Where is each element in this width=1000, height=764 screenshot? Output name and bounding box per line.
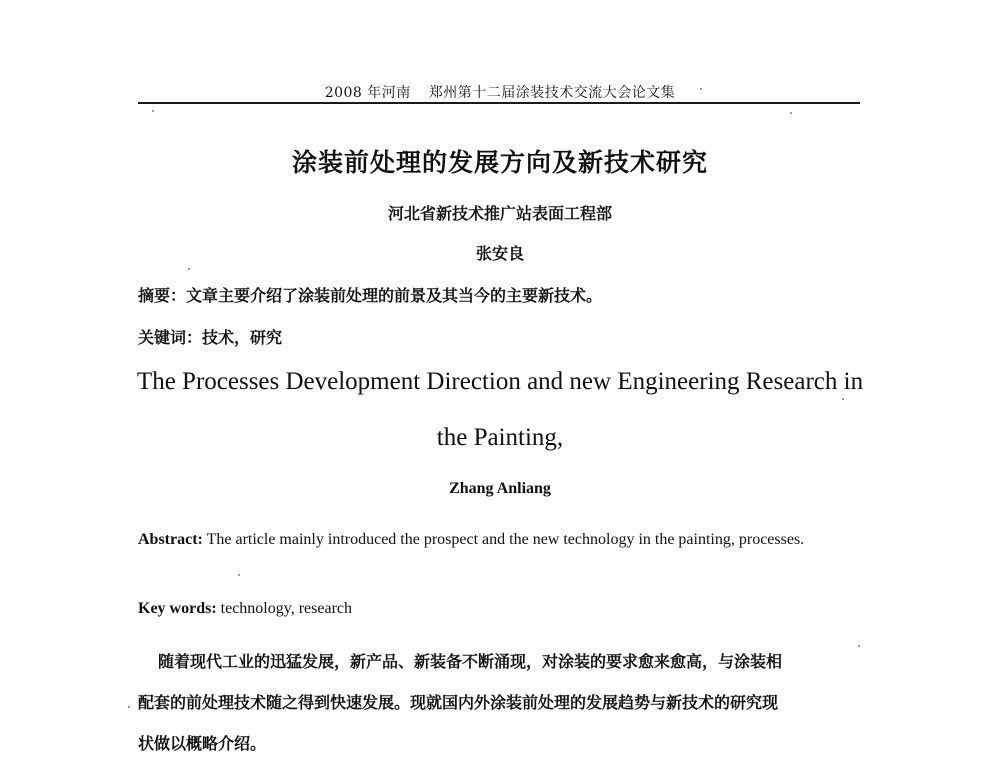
scan-speck [188,268,190,270]
body-paragraph [138,641,860,764]
keywords-cn [138,325,282,348]
paper-title-en-line-2: the Painting, [436,424,564,451]
abstract-cn-text: 文章主要介绍了涂装前处理的前景及其当今的主要新技术。 [186,286,603,305]
abstract-en [138,519,860,561]
affiliation-cn: 河北省新技术推广站表面工程部 [387,204,612,223]
keywords-en [138,600,352,618]
running-header [0,82,1000,102]
abstract-en-label: Abstract: [138,531,203,548]
keywords-cn-label: 关键词： [138,328,203,347]
author-en: Zhang Anliang [449,480,551,497]
scan-speck [858,645,860,647]
header-rule [138,102,860,104]
body-line-3: 状做以概略介绍。 [138,734,267,753]
body-line-1: 随着现代工业的迅猛发展，新产品、新装备不断涌现，对涂装的要求愈来愈高，与涂装相 [158,652,783,671]
keywords-cn-text: 技术，研究 [202,328,283,347]
header-proceedings-name: 郑州第十二届涂装技术交流大会论文集 [428,85,676,101]
keywords-en-label: Key words: [138,600,217,617]
scan-speck [842,398,844,400]
scan-speck [700,88,702,90]
scan-speck [790,112,792,114]
keywords-en-text: technology, research [216,600,352,617]
abstract-cn [138,283,602,306]
header-year-place: 2008 年河南 [324,85,411,101]
scan-speck [152,110,154,112]
abstract-en-text: The article mainly introduced the prospect and the new technology in the painting, processes. [202,531,805,548]
paper-title-cn: 涂装前处理的发展方向及新技术研究 [291,148,708,177]
body-line-2: 配套的前处理技术随之得到快速发展。现就国内外涂装前处理的发展趋势与新技术的研究现 [138,693,779,712]
paper-title-en-line-1: The Processes Development Direction and new Engineering Research in [136,368,864,395]
abstract-cn-label: 摘要： [138,286,187,305]
scan-speck [238,574,240,576]
author-cn: 张安良 [475,244,524,263]
scan-speck [128,706,130,708]
